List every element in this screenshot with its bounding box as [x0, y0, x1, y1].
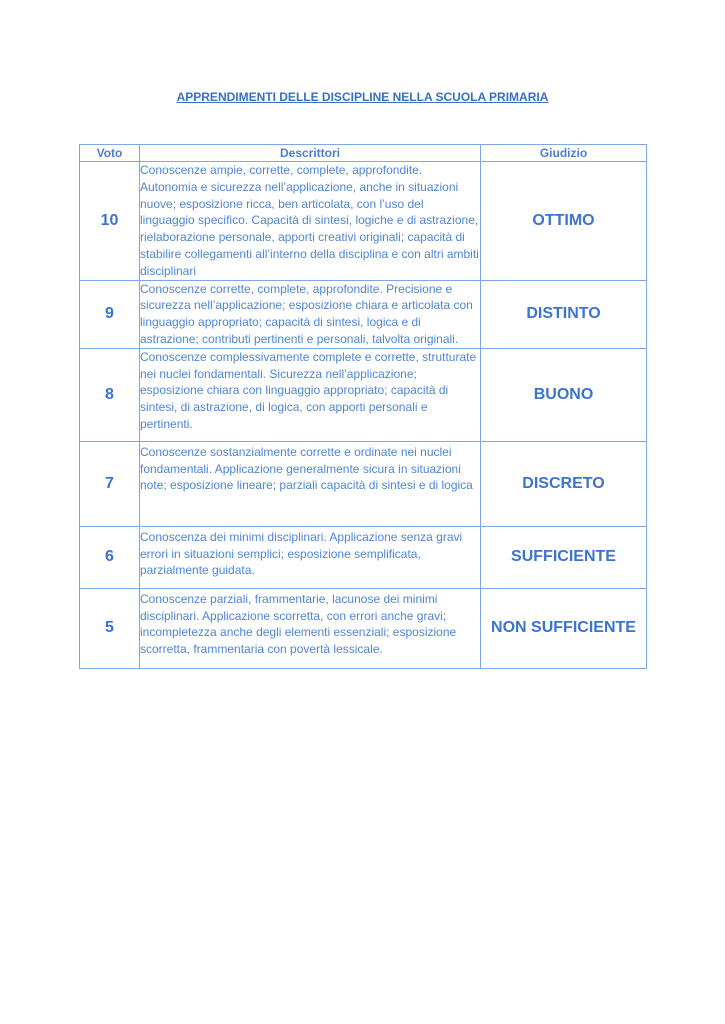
table-row: [80, 526, 647, 588]
voto-cell: 7: [80, 441, 140, 526]
descrittori-cell: Conoscenze parziali, frammentarie, lacunose dei minimi disciplinari. Applicazione scorretta, con errori anche gravi; incompletezza anche degli elementi essenziali; esposizione scorretta, frammentaria con povertà lessicale.: [140, 588, 481, 668]
giudizio-cell: DISTINTO: [481, 280, 647, 348]
giudizio-cell: DISCRETO: [481, 441, 647, 526]
voto-cell: 6: [80, 526, 140, 588]
voto-cell: 5: [80, 588, 140, 668]
giudizio-cell: NON SUFFICIENTE: [481, 588, 647, 668]
grading-table: [79, 144, 647, 669]
voto-cell: 8: [80, 348, 140, 441]
voto-cell: 9: [80, 280, 140, 348]
header-descrittori: Descrittori: [140, 145, 481, 162]
table-row: [80, 280, 647, 348]
header-giudizio: Giudizio: [481, 145, 647, 162]
table-header-row: [80, 145, 647, 162]
voto-cell: 10: [80, 162, 140, 281]
page-title: APPRENDIMENTI DELLE DISCIPLINE NELLA SCUOLA PRIMARIA: [176, 90, 549, 104]
descrittori-cell: Conoscenze complessivamente complete e corrette, strutturate nei nuclei fondamentali. Sicurezza nell’applicazione; esposizione chiara con linguaggio appropriato; capacità di sintesi, di astrazione, di logica, con apporti personali e pertinenti.: [140, 348, 481, 441]
descrittori-cell: Conoscenze sostanzialmente corrette e ordinate nei nuclei fondamentali. Applicazione generalmente sicura in situazioni note; esposizione lineare; parziali capacità di sintesi e di logica: [140, 441, 481, 526]
header-voto: Voto: [80, 145, 140, 162]
table-header: [80, 145, 647, 162]
descrittori-cell: Conoscenze corrette, complete, approfondite. Precisione e sicurezza nell’applicazione; esposizione chiara e articolata con linguaggio appropriato; capacità di sintesi, logica e di astrazione; contributi pertinenti e personali, talvolta originali.: [140, 280, 481, 348]
giudizio-cell: OTTIMO: [481, 162, 647, 281]
table-row: [80, 588, 647, 668]
descrittori-cell: Conoscenza dei minimi disciplinari. Applicazione senza gravi errori in situazioni semplici; esposizione semplificata, parzialmente guidata.: [140, 526, 481, 588]
giudizio-cell: SUFFICIENTE: [481, 526, 647, 588]
table-body: [80, 162, 647, 669]
descrittori-cell: Conoscenze ampie, corrette, complete, approfondite. Autonomia e sicurezza nell’applicazione, anche in situazioni nuove; esposizione ricca, ben articolata, con l’uso del linguaggio specifico. Capacità di sintesi, logiche e di astrazione, rielaborazione personale, apporti creativi originali; capacità di stabilire collegamenti all’interno della disciplina e con altri ambiti disciplinari: [140, 162, 481, 281]
table-row: [80, 162, 647, 281]
table-row: [80, 441, 647, 526]
table-row: [80, 348, 647, 441]
giudizio-cell: BUONO: [481, 348, 647, 441]
